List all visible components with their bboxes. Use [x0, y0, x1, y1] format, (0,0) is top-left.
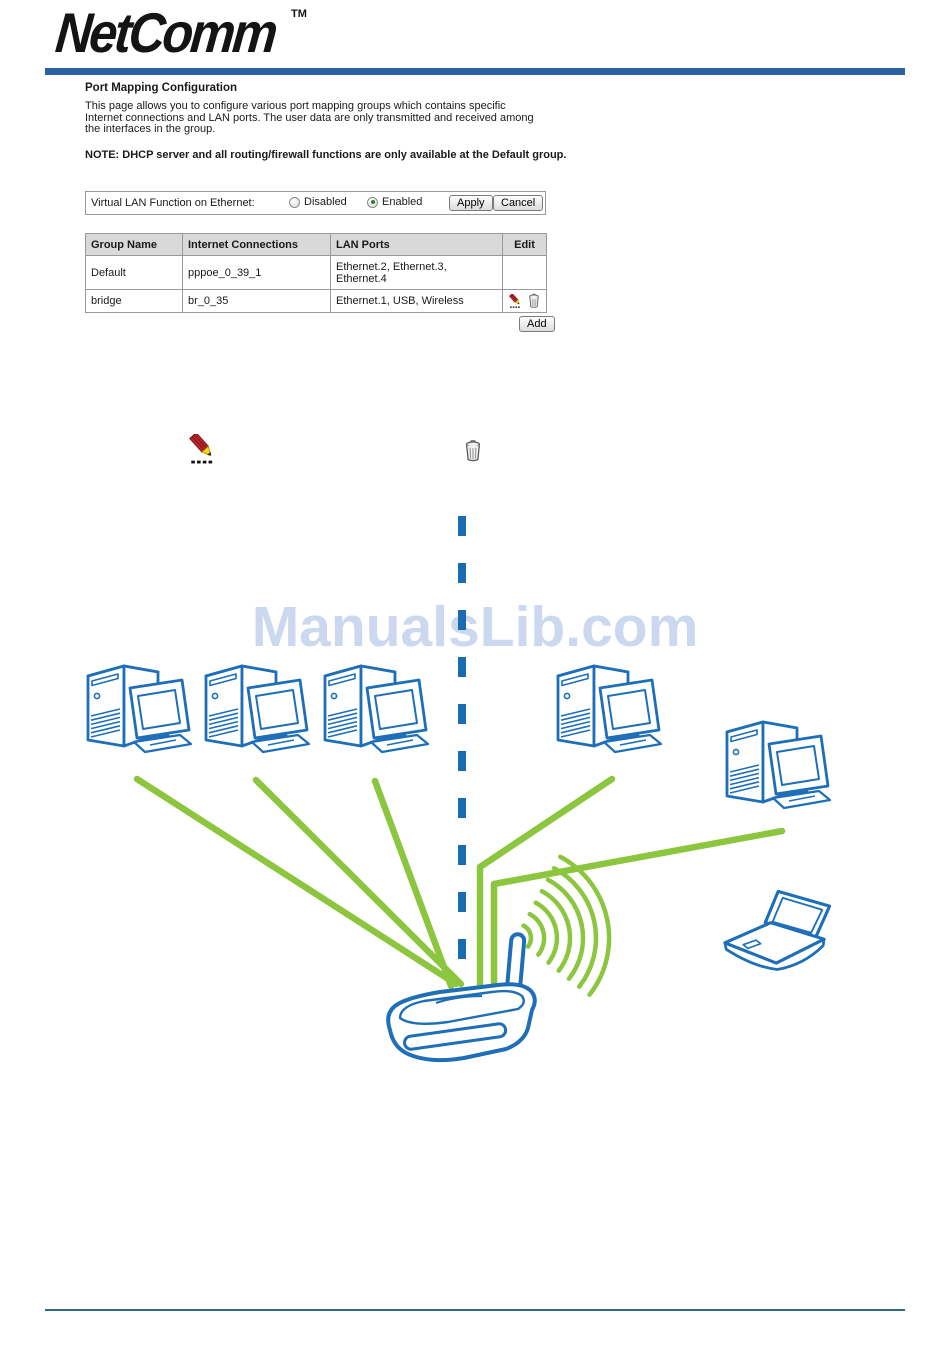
radio-enabled-label: Enabled — [382, 196, 423, 208]
cell-edit — [503, 256, 547, 290]
router-antenna — [506, 934, 525, 1005]
wireless-waves-icon — [511, 850, 622, 1005]
table-header-row — [86, 234, 547, 256]
computer-icon — [325, 666, 428, 752]
computer-icon — [88, 666, 191, 752]
radio-disabled-label: Disabled — [304, 196, 347, 208]
edit-pencil-icon — [190, 433, 214, 464]
radio-enabled[interactable] — [367, 197, 378, 208]
edit-pencil-icon[interactable] — [509, 293, 520, 307]
page-description: This page allows you to configure various port mapping groups which contains specific Internet connections and LAN ports. The user data are only transmitted and received among the interfaces in the group. — [85, 100, 534, 135]
laptop-icon — [725, 891, 830, 969]
page-title: Port Mapping Configuration — [85, 82, 238, 94]
vlan-option-enabled[interactable] — [367, 196, 422, 208]
cell-edit — [503, 290, 547, 313]
col-edit: Edit — [503, 234, 547, 256]
computer-icon — [727, 722, 830, 808]
page-note: NOTE: DHCP server and all routing/firewall functions are only available at the Default group. — [85, 149, 567, 161]
computer-icon — [206, 666, 309, 752]
logo-text: NetComm — [53, 1, 279, 64]
vlan-option-disabled[interactable] — [289, 196, 347, 208]
delete-trash-icon[interactable] — [530, 294, 539, 307]
apply-button[interactable]: Apply — [449, 195, 493, 211]
add-button[interactable]: Add — [519, 316, 555, 332]
cell-group-name: Default — [86, 256, 183, 290]
cancel-button[interactable]: Cancel — [493, 195, 543, 211]
footer-rule — [45, 1309, 905, 1311]
vlan-function-label: Virtual LAN Function on Ethernet: — [91, 197, 255, 209]
header-divider-bar — [45, 68, 905, 75]
cell-lan-ports: Ethernet.2, Ethernet.3, Ethernet.4 — [331, 256, 503, 290]
logo-trademark: TM — [291, 8, 307, 20]
table-row — [86, 290, 547, 313]
port-mapping-table — [85, 233, 547, 313]
col-internet-connections: Internet Connections — [183, 234, 331, 256]
col-group-name: Group Name — [86, 234, 183, 256]
radio-disabled[interactable] — [289, 197, 300, 208]
watermark: ManualsLib.com — [251, 595, 699, 659]
computer-icon — [558, 666, 661, 752]
col-lan-ports: LAN Ports — [331, 234, 503, 256]
cell-connections: pppoe_0_39_1 — [183, 256, 331, 290]
cell-connections: br_0_35 — [183, 290, 331, 313]
netcomm-logo — [53, 1, 307, 66]
vlan-function-box — [85, 191, 546, 215]
delete-trash-icon — [467, 441, 480, 461]
cell-lan-ports: Ethernet.1, USB, Wireless — [331, 290, 503, 313]
table-row — [86, 256, 547, 290]
lan-connection-lines — [137, 779, 782, 988]
cell-group-name: bridge — [86, 290, 183, 313]
router-icon — [388, 934, 535, 1060]
